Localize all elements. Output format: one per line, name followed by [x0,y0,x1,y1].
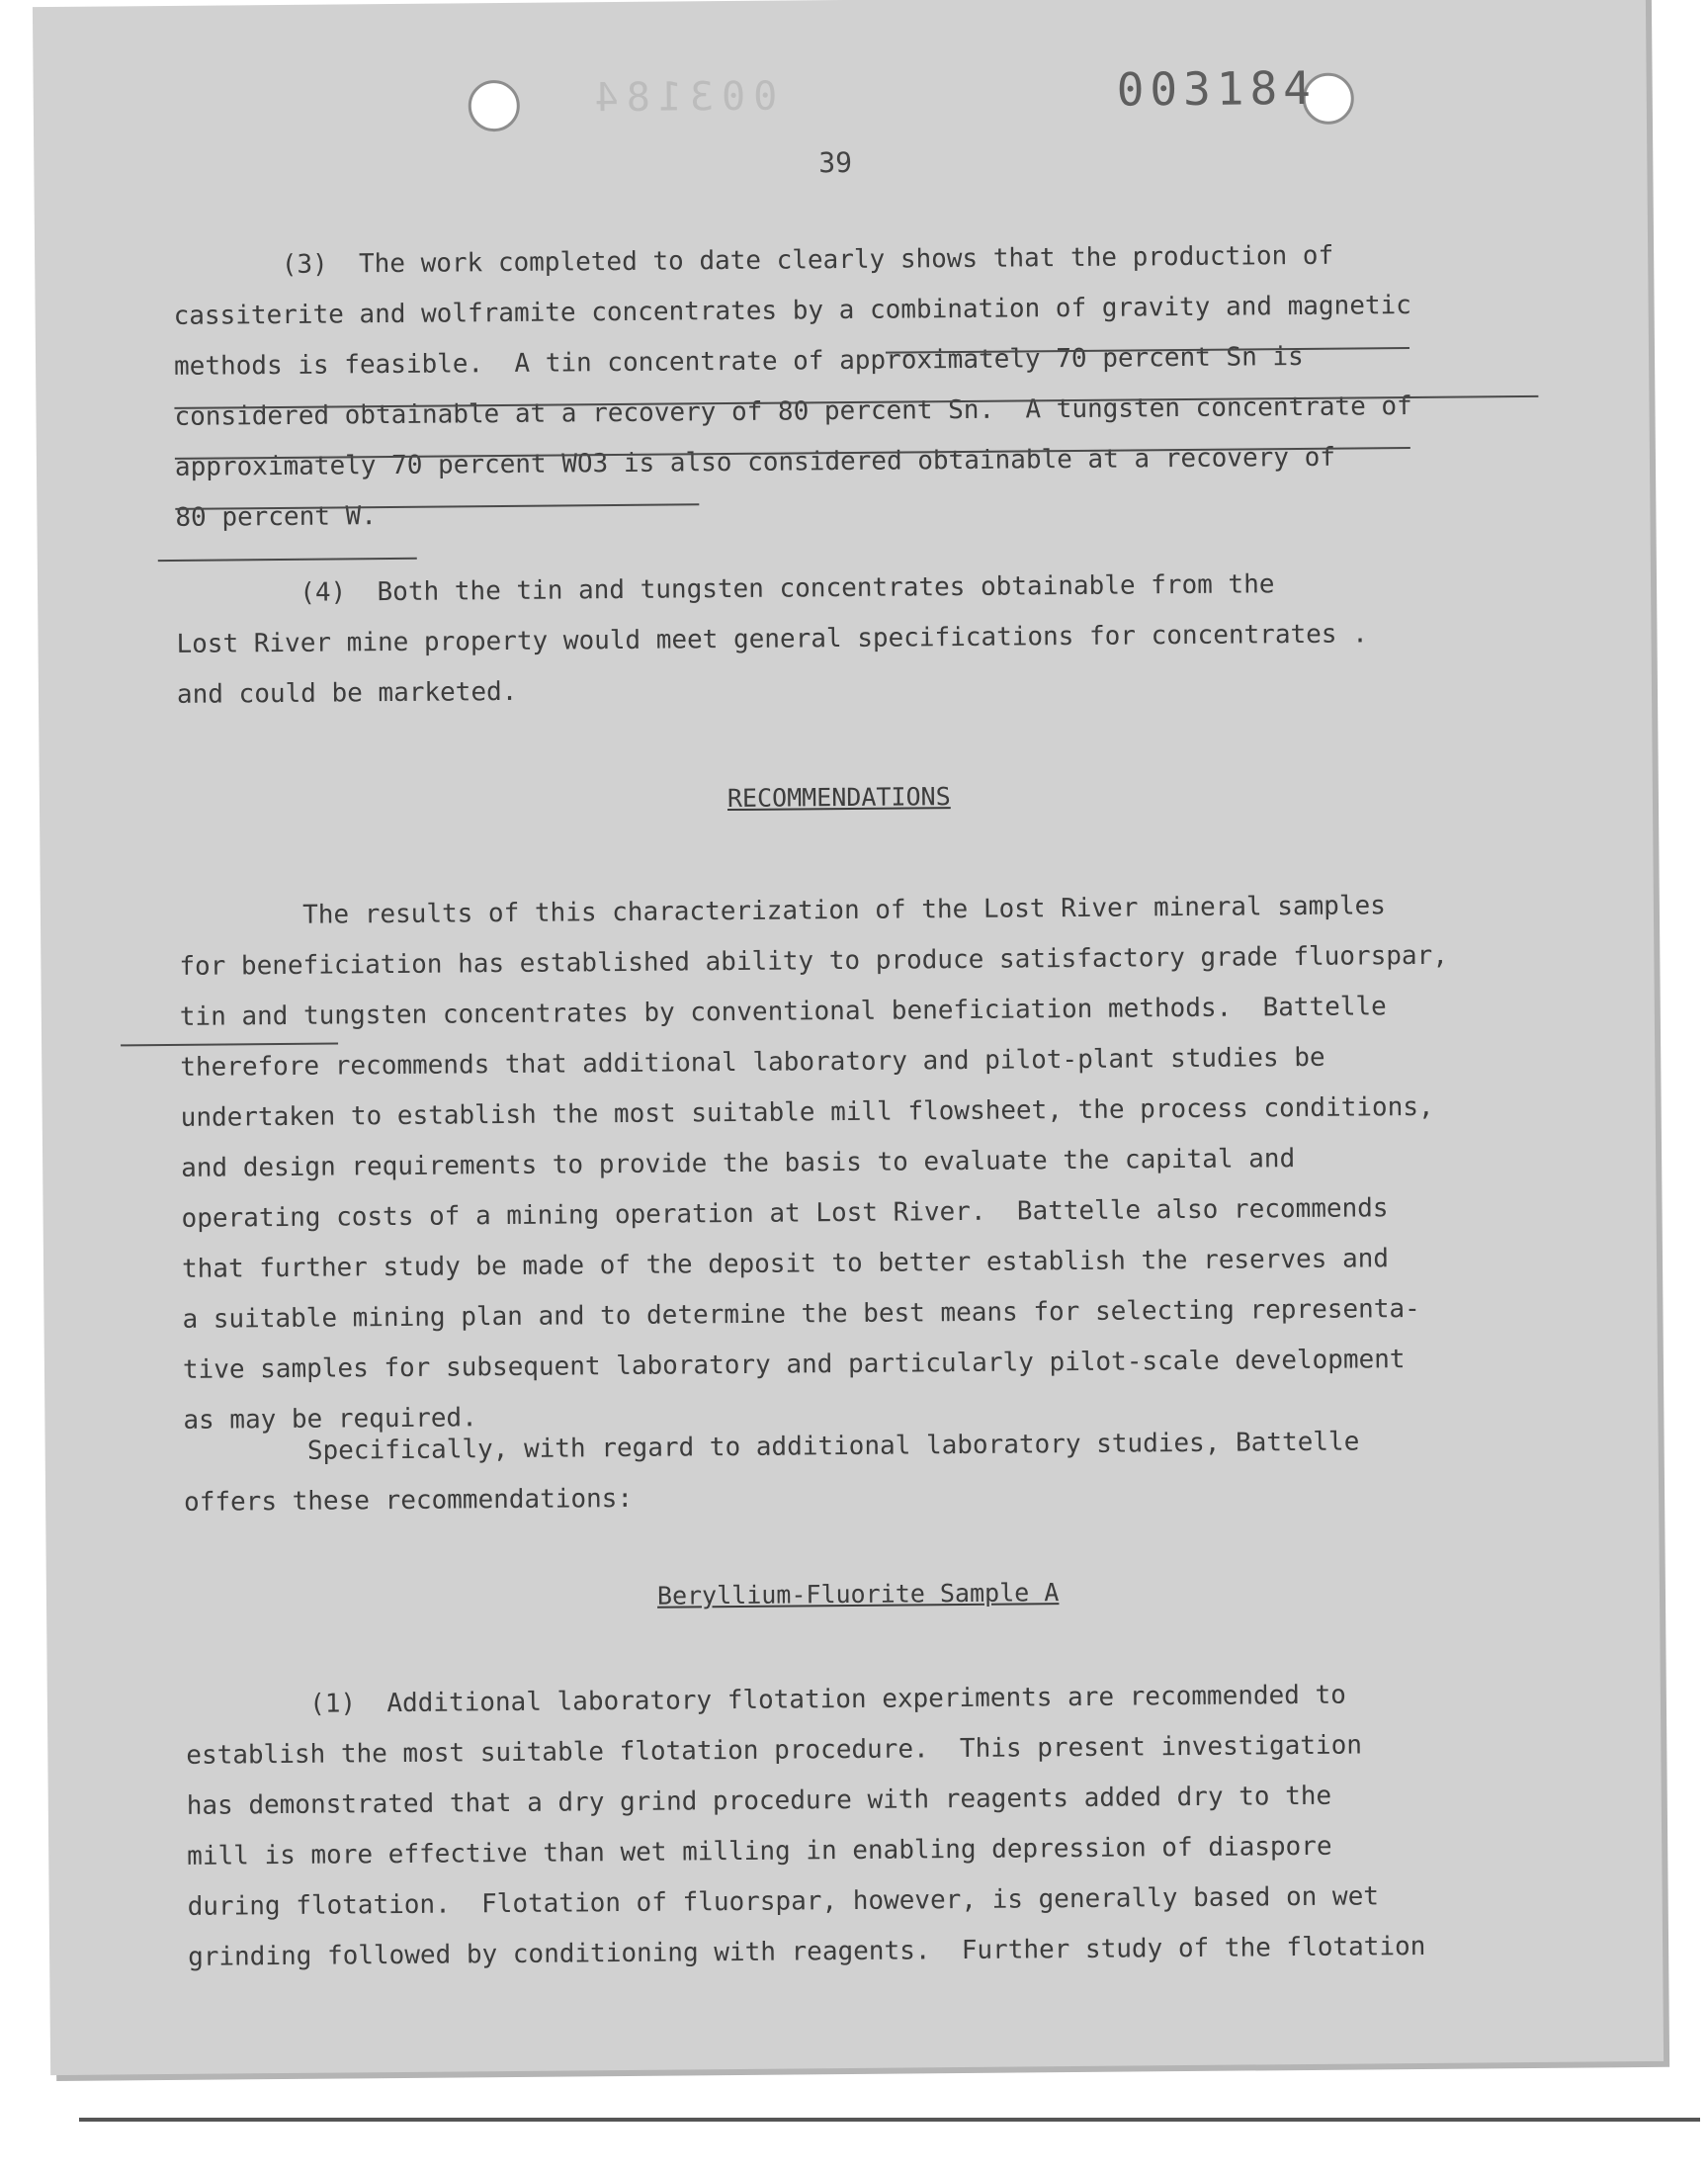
bleed-through-stamp: 003184 [586,73,778,122]
punch-hole-left [469,80,520,131]
bottom-rule [79,2118,1700,2122]
paper-sheet [33,0,1664,2075]
recommendations-body: The results of this characterization of the Lost River mineral samples for beneficiation has established ability to produce satisfactory grade fluorspar, tin and tungsten concentrates by conventional beneficiation methods. Battelle therefore recommends that additional laboratory and pilot-plant studies be undertaken to establish the most suitable mill flowsheet, the process conditions, and design requirements to provide the basis to evaluate the capital and operating costs of a mining operation at Lost River. Battelle also recommends that further study be made of the deposit to better establish the reserves and a suitable mining plan and to determine the best means for selecting representa- tive samples for subsequent laboratory and particularly pilot-scale development as may be required. [178,891,1449,1436]
page-number: 39 [818,145,853,180]
sample-a-paragraph-1: (1) Additional laboratory flotation experiments are recommended to establish the most suitable flotation procedure. This present investigation has demonstrated that a dry grind procedure with reagents added dry to the mill is more effective than wet milling in enabling depression of diaspore during flotation. Flotation of fluorspar, however, is generally based on wet grinding followed by conditioning with reagents. Further study of the flotation [185,1680,1426,1972]
document-stamp-number: 003184 [1116,60,1318,117]
paragraph-4: (4) Both the tin and tungsten concentrates obtainable from the Lost River mine property would meet general specifications for concentrates . and could be marketed. [175,569,1368,710]
specifically-paragraph: Specifically, with regard to additional laboratory studies, Battelle offers these recommendations: [183,1427,1360,1518]
handwritten-underline [158,558,417,562]
recommendations-heading: RECOMMENDATIONS [726,782,951,814]
paragraph-3: (3) The work completed to date clearly shows that the production of cassiterite and wolframite concentrates by a combination of gravity and magnetic methods is feasible. A tin concentrate of approximately 70 percent Sn is considered obtainable at a recovery of 80 percent Sn. A tungsten concentrate of approximately 70 percent WO3 is also considered obtainable at a recovery of 80 percent W. [173,240,1412,533]
sample-a-heading: Beryllium-Fluorite Sample A [656,1578,1060,1610]
